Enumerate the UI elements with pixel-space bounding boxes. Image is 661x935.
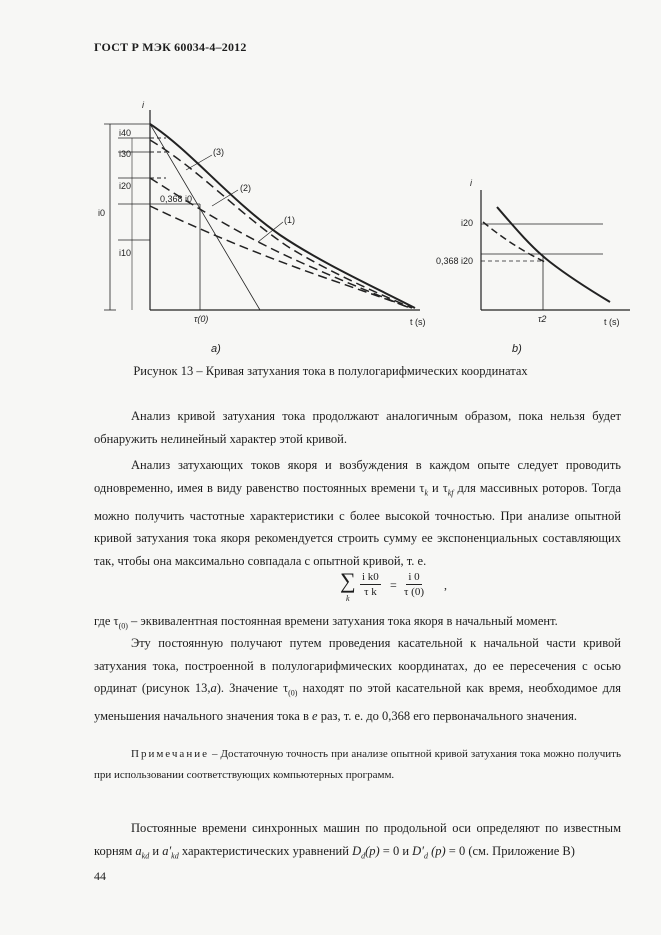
paragraph-1-text: Анализ кривой затухания тока продолжают аналогичным образом, пока нельзя будет обнаружить нелинейный характер этой кривой. [94, 409, 621, 446]
figure-a-curve-label-3: (3) [213, 147, 224, 157]
figure-b-tick-i20: i20 [461, 218, 474, 228]
figure-a-curve-label-2: (2) [240, 183, 251, 193]
figure-a-tick-i40: i40 [119, 128, 132, 138]
figure-b-labels [436, 178, 620, 355]
figure-b-y-label: i [470, 178, 472, 188]
formula-sum-index: k [346, 594, 350, 603]
note-text: – Достаточную точность при анализе опытной кривой затухания тока можно получить при использовании соответствующих компьютерных программ. [94, 748, 621, 781]
figure-caption: Рисунок 13 – Кривая затухания тока в полулогарифмических координатах [133, 364, 528, 378]
note-label: Примечание [131, 748, 209, 760]
paragraph-3: где $\tau_{(0)}$ – эквивалентная постоянная времени затухания тока якоря в начальный момент. [94, 614, 558, 631]
figure-a-x-tick: τ(0) [194, 314, 209, 324]
figure-a-point-label: 0,368 i0 [160, 194, 193, 204]
figure-a-main-curve [150, 124, 415, 308]
figure-b-main-curve [497, 207, 610, 302]
formula: ∑ k $\frac{\text{i k0}}{\text{τ k}}$ = $\frac{i 0}{\tau (0)}$ , [340, 568, 447, 603]
figure-a-tick-i20: i20 [119, 181, 132, 191]
formula-sum: ∑ [340, 568, 356, 593]
figure-b-x-tick: τ2 [538, 314, 547, 324]
paragraph-6: Постоянные времени синхронных машин по продольной оси определяют по известным корням $a_{kd}$ и $a'_{kd}$ характеристических уравнений $D_d(p) = 0$ и $D'_d$ (p) = 0 (см. Приложение В) [94, 821, 621, 861]
formula-equals: = [390, 578, 397, 592]
figure-a-curve-label-1: (1) [284, 215, 295, 225]
figure-b [481, 190, 630, 310]
formula-fraction-1: $\frac{\text{i k0}}{\text{τ k}}$ [362, 571, 379, 598]
figure-a-curve-1 [150, 206, 410, 308]
figure-a-sublabel: a) [211, 343, 221, 355]
figure-a-tick-i0: i0 [98, 208, 106, 218]
paragraph-4: Эту постоянную получают путем проведения касательной к начальной части кривой затухания тока, построенной в полулогарифмических координатах, до ее пересечения с осью ординат (рисунок 13,а). Значение $\tau_{(0)}$ находят по этой касательной как время, необходимое для уменьшения начального значения тока в е раз, т. е. до 0,368 его первоначального значения. [94, 636, 621, 724]
formula-fraction-2: $\frac{i 0}{\tau (0)}$ [404, 571, 424, 598]
figure-a-y-label: i [142, 100, 144, 110]
figure-b-x-label: t (s) [604, 317, 620, 327]
paragraph-2: Анализ затухающих токов якоря и возбуждения в каждом опыте следует проводить одновременно, имея в виду равенство постоянных времени $\tau_k$ и $\tau_{kf}$ для массивных роторов. Тогда можно получить частотные характеристики с более высокой точностью. При анализе опытной кривой затухания тока якоря рекомендуется строить сумму ее экспоненциальных составляющих так, чтобы она максимально совпадала с опытной кривой, т. е. [94, 458, 621, 568]
figure-a-tick-i10: i10 [119, 248, 132, 258]
figure-b-sublabel: b) [512, 343, 522, 355]
figure-a-tick-i30: i30 [119, 149, 132, 159]
figure-a-tangent [150, 124, 260, 310]
figure-a [104, 110, 420, 310]
figure-13 [0, 0, 661, 360]
figure-b-tick-0368: 0,368 i20 [436, 256, 474, 266]
page-number: 44 [94, 869, 106, 883]
document-header: ГОСТ Р МЭК 60034-4–2012 [94, 40, 247, 54]
figure-a-x-label: t (s) [410, 317, 426, 327]
note [94, 744, 621, 786]
paragraph-1 [94, 405, 621, 450]
